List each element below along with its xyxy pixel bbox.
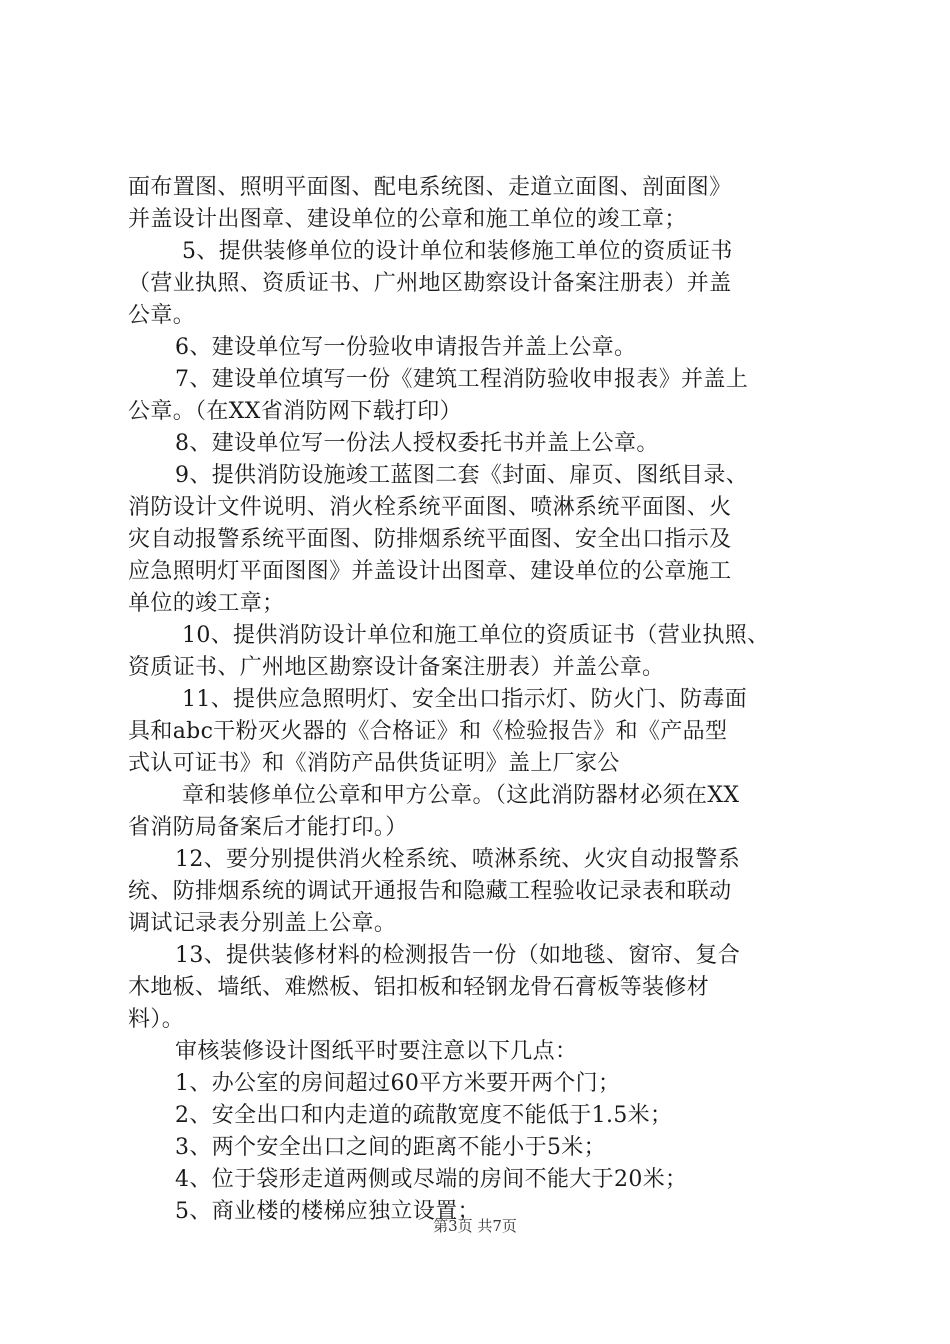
text-line: 灾自动报警系统平面图、防排烟系统平面图、安全出口指示及	[128, 527, 732, 552]
text-line: 单位的竣工章；	[128, 591, 285, 616]
text-line: 公章。	[128, 303, 196, 328]
text-line: 13、提供装修材料的检测报告一份（如地毯、窗帘、复合	[175, 943, 741, 968]
text-line: 调试记录表分别盖上公章。	[128, 911, 397, 936]
text-line: 3、两个安全出口之间的距离不能小于5米；	[175, 1135, 606, 1160]
text-line: （营业执照、资质证书、广州地区勘察设计备案注册表）并盖	[128, 271, 732, 296]
text-line: 料）。	[128, 1007, 185, 1032]
text-line: 6、建设单位写一份验收申请报告并盖上公章。	[175, 335, 637, 360]
text-line: 消防设计文件说明、消火栓系统平面图、喷淋系统平面图、火	[128, 495, 732, 520]
text-line: 审核装修设计图纸平时要注意以下几点：	[175, 1039, 578, 1064]
page-number-footer: 第3页 共7页	[433, 1217, 517, 1235]
text-line: 7、建设单位填写一份《建筑工程消防验收申报表》并盖上	[175, 367, 749, 392]
text-line: 木地板、墙纸、难燃板、铝扣板和轻钢龙骨石膏板等装修材	[128, 975, 710, 1000]
text-line: 面布置图、照明平面图、配电系统图、走道立面图、剖面图》	[128, 175, 732, 200]
text-line: 章和装修单位公章和甲方公章。（这此消防器材必须在XX	[182, 783, 740, 808]
text-line: 5、提供装修单位的设计单位和装修施工单位的资质证书	[182, 239, 733, 264]
text-line: 1、办公室的房间超过60平方米要开两个门；	[175, 1071, 621, 1096]
text-line: 9、提供消防设施竣工蓝图二套《封面、扉页、图纸目录、	[175, 463, 749, 488]
text-line: 5、商业楼的楼梯应独立设置；	[175, 1199, 480, 1224]
text-line: 式认可证书》和《消防产品供货证明》盖上厂家公	[128, 751, 620, 776]
text-line: 8、建设单位写一份法人授权委托书并盖上公章。	[175, 431, 659, 456]
text-line: 资质证书、广州地区勘察设计备案注册表）并盖公章。	[128, 655, 665, 680]
text-line: 12、要分别提供消火栓系统、喷淋系统、火灾自动报警系	[175, 847, 741, 872]
text-line: 省消防局备案后才能打印。）	[128, 815, 408, 840]
text-line: 具和abc干粉灭火器的《合格证》和《检验报告》和《产品型	[128, 719, 728, 744]
text-line: 统、防排烟系统的调试开通报告和隐藏工程验收记录表和联动	[128, 879, 732, 904]
text-line: 并盖设计出图章、建设单位的公章和施工单位的竣工章；	[128, 207, 687, 232]
text-line: 2、安全出口和内走道的疏散宽度不能低于1.5米；	[175, 1103, 673, 1128]
text-line: 4、位于袋形走道两侧或尽端的房间不能大于20米；	[175, 1167, 688, 1192]
text-line: 10、提供消防设计单位和施工单位的资质证书（营业执照、	[182, 623, 770, 648]
text-line: 公章。（在XX省消防网下载打印）	[128, 399, 462, 424]
text-line: 11、提供应急照明灯、安全出口指示灯、防火门、防毒面	[182, 687, 748, 712]
text-line: 应急照明灯平面图图》并盖设计出图章、建设单位的公章施工	[128, 559, 732, 584]
